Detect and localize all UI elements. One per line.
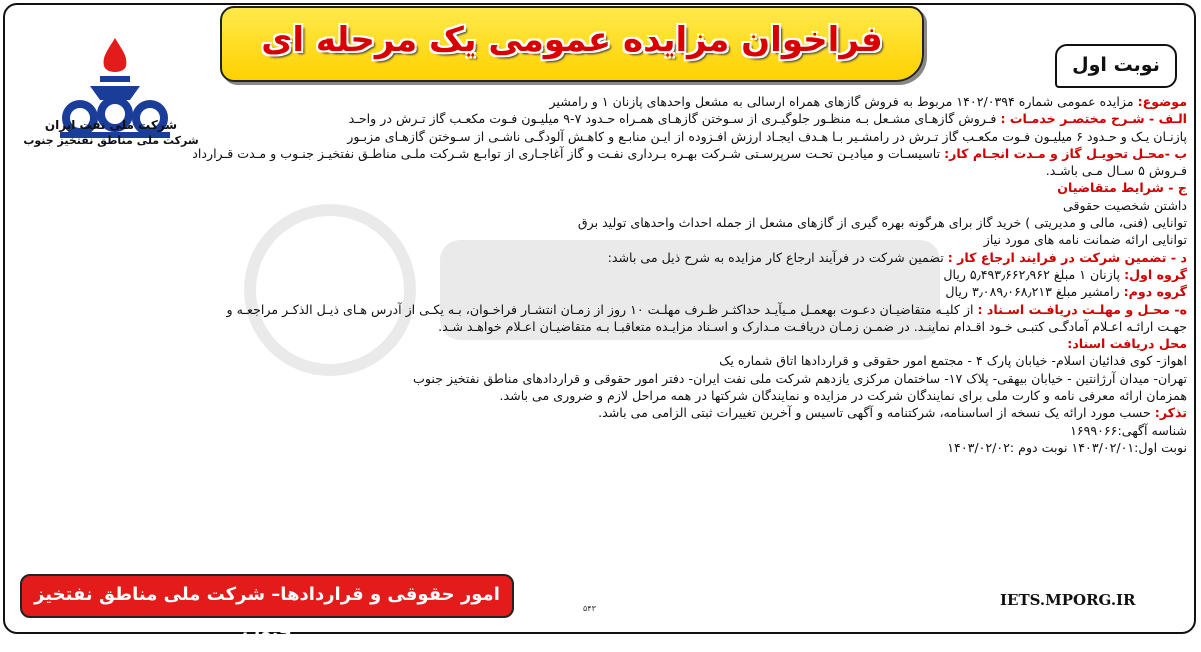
line-label: ب -محـل تحویـل گاز و مـدت انجـام کار: bbox=[944, 145, 1187, 161]
round-badge: نوبت اول bbox=[1055, 44, 1177, 88]
line-label: تذکر: bbox=[1154, 405, 1187, 421]
line-label: ج - شرایط متقاضیان bbox=[1057, 180, 1187, 196]
title-banner bbox=[220, 6, 924, 82]
footer-department-bar: امور حقوقی و قراردادها– شرکت ملی مناطق نفتخیز جنوب bbox=[20, 574, 514, 618]
logo-company-name: شرکت ملی نفت ایران bbox=[44, 118, 178, 132]
line-text: تاسیسـات و میادیـن تحـت سرپرسـتی شـرکت بهـره بـرداری نفـت و گاز آغاجـاری از توابـع شـرکت ملـی مناطـق نفتخیـز جنـوب و مـدت قـرارداد bbox=[192, 145, 945, 161]
notice-line bbox=[15, 370, 1187, 387]
line-text: اهواز- کوی فدائیان اسلام- خیابان پارک ۴ - مجتمع امور حقوقی و قراردادها اتاق شماره یک bbox=[719, 353, 1187, 369]
line-label: ه- محـل و مهلـت دریافـت اسـناد : bbox=[977, 301, 1187, 317]
notice-line bbox=[15, 145, 1187, 162]
notice-line bbox=[15, 318, 1187, 335]
line-text: توانایی ارائه ضمانت نامه های مورد نیاز bbox=[983, 232, 1187, 248]
line-text: مزایده عمومی شماره ۱۴۰۲/۰۳۹۴ مربوط به فروش گازهای همراه ارسالی به مشعل واحدهای پازنان ۱ و رامشیر bbox=[549, 94, 1138, 109]
notice-title: فراخوان مزایده عمومی یک مرحله ای bbox=[261, 20, 883, 60]
notice-line bbox=[15, 404, 1187, 421]
notice-line bbox=[15, 162, 1187, 179]
line-label: محل دریافت اسناد: bbox=[1067, 336, 1187, 352]
line-text: از کلیـه متقاضیـان دعـوت بهعمـل مـیآیـد حداکثـر ظـرف مهلـت ۱۰ روز از زمـان انتشـار فراخـوان، بـه یکـی از آدرس هـای ذیـل الذکـر مراجعـه و bbox=[226, 301, 978, 317]
line-text: داشتن شخصیت حقوقی bbox=[1062, 197, 1187, 213]
line-label: د - تضمین شرکت در فرایند ارجاع کار : bbox=[947, 249, 1187, 265]
notice-body bbox=[15, 93, 1187, 456]
notice-line bbox=[15, 335, 1187, 352]
notice-line bbox=[15, 387, 1187, 404]
notice-line bbox=[15, 439, 1187, 456]
line-text: شناسه آگهی:۱۶۹۹۰۶۶ bbox=[1070, 422, 1187, 438]
logo-company-subname: شرکت ملی مناطق نفتخیز جنوب bbox=[23, 134, 199, 147]
notice-line bbox=[15, 179, 1187, 196]
notice-line bbox=[15, 249, 1187, 266]
line-text: تهران- میدان آرژانتین - خیابان بیهقی- پلاک ۱۷- ساختمان مرکزی یازدهم شرکت ملی نفت ایران- دفتر امور حقوقی و قراردادهای مناطق نفتخیز جنوب bbox=[413, 370, 1187, 386]
footer-website[interactable]: IETS.MPORG.IR bbox=[1000, 591, 1136, 609]
notice-line bbox=[15, 197, 1187, 214]
notice-line bbox=[15, 266, 1187, 283]
line-text: حسب مورد ارائه یک نسخه از اساسنامه، شرکتنامه و آگهی تاسیس و آخرین تغییرات ثبتی الزامی می باشد. bbox=[598, 405, 1155, 421]
notice-line bbox=[15, 283, 1187, 300]
line-text: پازنـان یـک و حـدود ۶ میلیـون فـوت مکعـب گاز تـرش در رامشـیر بـا هـدف ایجـاد ارزش افـزوده از ایـن منابـع و کاهـش آلودگـی ناشـی از سـوختن گازهـای مزبـور bbox=[347, 128, 1187, 144]
line-text: فـروش ۵ سـال مـی باشـد. bbox=[1045, 163, 1187, 179]
notice-line bbox=[15, 214, 1187, 231]
line-label: گروه دوم: bbox=[1123, 284, 1187, 300]
line-text: رامشیر مبلغ ۳٫۰۸۹٫۰۶۸٫۲۱۳ ریال bbox=[945, 284, 1124, 300]
notice-line bbox=[15, 93, 1187, 110]
line-text: فـروش گازهـای مشـعل بـه منظـور جلوگیـری از سـوختن گازهـای همـراه حـدود ۷-۹ میلیـون فـوت مکعـب گاز تـرش در واحـد bbox=[348, 111, 1001, 127]
line-text: تضمین شرکت در فرآیند ارجاع کار مزایده به شرح ذیل می باشد: bbox=[607, 249, 948, 265]
line-label: الـف - شـرح مختصـر خدمـات : bbox=[1000, 111, 1187, 127]
line-text: توانایی (فنی، مالی و مدیریتی ) خرید گاز برای هرگونه بهره گیری از گازهای مشعل از جمله احداث واحدهای تولید برق bbox=[577, 215, 1187, 231]
line-label: گروه اول: bbox=[1124, 266, 1187, 282]
footer-number: ۵۴۳ bbox=[583, 604, 596, 613]
notice-line bbox=[15, 352, 1187, 369]
notice-line bbox=[15, 422, 1187, 439]
notice-line bbox=[15, 301, 1187, 318]
line-text: جهـت ارائـه اعـلام آمادگـی کتبـی خـود اقـدام نماینـد. در ضمـن زمـان دریافـت مـدارک و اسـناد مزایـده متعاقبـا بـه متقاضیـان اعـلام خواهـد شـد. bbox=[438, 318, 1187, 334]
line-text: نوبت اول:۱۴۰۳/۰۲/۰۱ نوبت دوم :۱۴۰۳/۰۲/۰۲ bbox=[947, 439, 1187, 455]
line-label: موضوع: bbox=[1137, 94, 1187, 109]
notice-line bbox=[15, 231, 1187, 248]
line-text: همزمان ارائه معرفی نامه و کارت ملی برای نمایندگان شرکت در مزایده و نمایندگان شرکتها در همه مراحل لازم و ضروری می باشد. bbox=[499, 388, 1187, 404]
notice-line bbox=[15, 128, 1187, 145]
notice-line bbox=[15, 110, 1187, 127]
line-text: پازنان ۱ مبلغ ۵٫۴۹۳٫۶۶۲٫۹۶۲ ریال bbox=[943, 266, 1125, 282]
